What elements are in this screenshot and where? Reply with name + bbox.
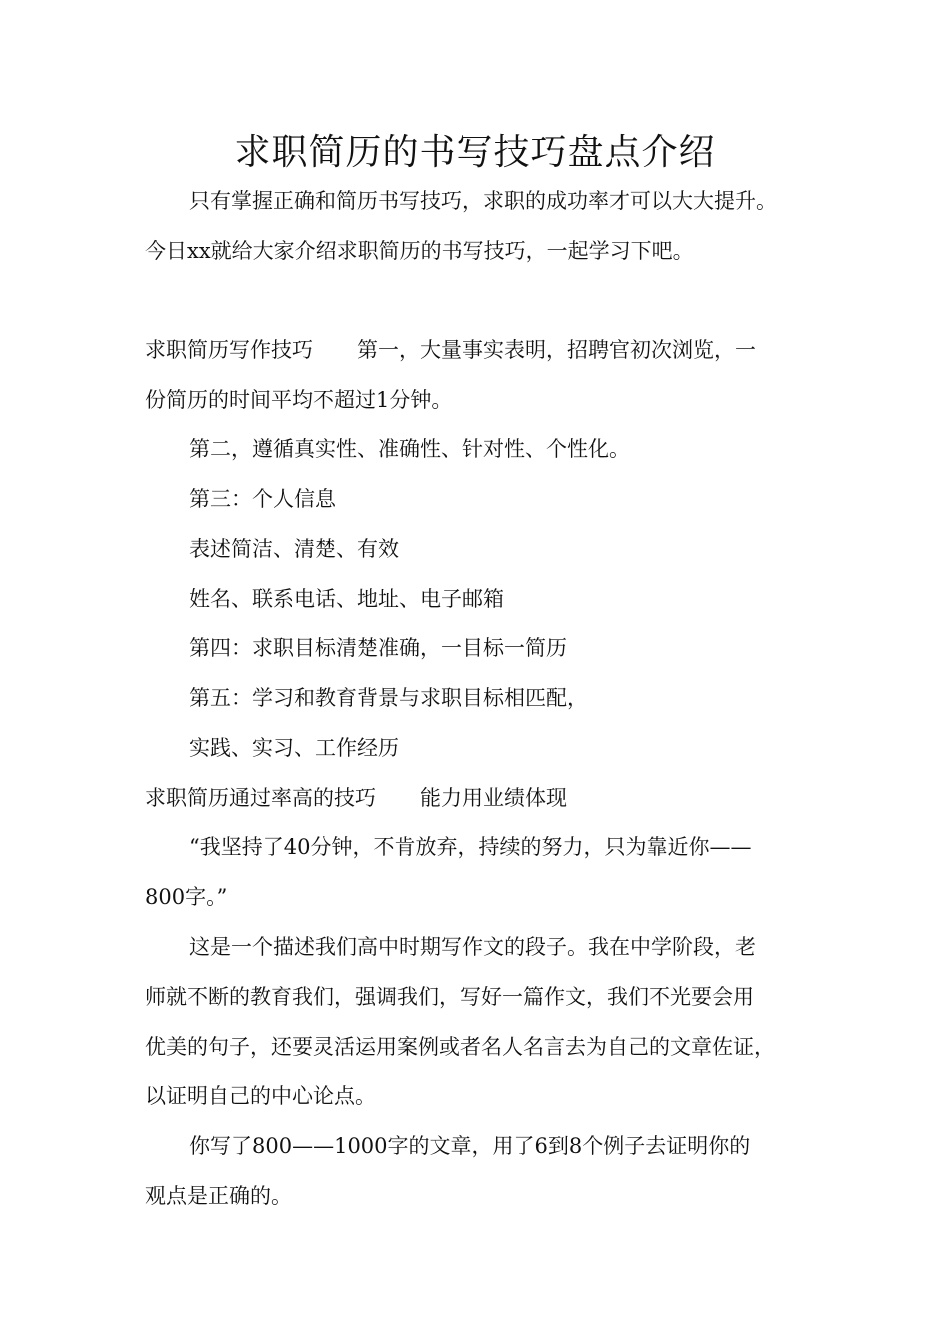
paragraph-line: 观点是正确的。 <box>145 1184 292 1208</box>
paragraph-line: 这是一个描述我们高中时期写作文的段子。我在中学阶段，老 <box>189 935 756 959</box>
list-item: 第五：学习和教育背景与求职目标相匹配， <box>189 686 588 710</box>
paragraph-line: 优美的句子，还要灵活运用案例或者名人名言去为自己的文章佐证， <box>145 1035 775 1059</box>
section2-heading-line <box>145 783 567 813</box>
list-item: 表述简洁、清楚、有效 <box>189 537 399 561</box>
list-item: 第四：求职目标清楚准确，一目标一简历 <box>189 636 567 660</box>
section1-point-1-start: 第一，大量事实表明，招聘官初次浏览，一 <box>357 338 756 362</box>
list-item: 姓名、联系电话、地址、电子邮箱 <box>189 587 504 611</box>
section1-heading: 求职简历写作技巧 <box>145 338 313 362</box>
intro-line-1: 只有掌握正确和简历书写技巧，求职的成功率才可以大大提升。 <box>189 189 777 213</box>
intro-line-2: 今日xx就给大家介绍求职简历的书写技巧，一起学习下吧。 <box>145 239 694 263</box>
paragraph-line: 你写了800——1000字的文章，用了6到8个例子去证明你的 <box>189 1134 751 1158</box>
section1-first-line <box>145 335 756 365</box>
quote-line-2: 800字。” <box>145 885 228 909</box>
section2-heading: 求职简历通过率高的技巧 <box>145 786 376 810</box>
list-item: 实践、实习、工作经历 <box>189 736 399 760</box>
quote-line-1: “我坚持了40分钟，不肯放弃，持续的努力，只为靠近你—— <box>189 835 752 859</box>
section1-point-1-end: 份简历的时间平均不超过1分钟。 <box>145 388 453 412</box>
section2-subheading: 能力用业绩体现 <box>420 786 567 810</box>
list-item: 第二，遵循真实性、准确性、针对性、个性化。 <box>189 437 630 461</box>
paragraph-line: 师就不断的教育我们，强调我们，写好一篇作文，我们不光要会用 <box>145 985 754 1009</box>
paragraph-line: 以证明自己的中心论点。 <box>145 1084 376 1108</box>
page-title: 求职简历的书写技巧盘点介绍 <box>234 132 716 173</box>
list-item: 第三：个人信息 <box>189 487 336 511</box>
